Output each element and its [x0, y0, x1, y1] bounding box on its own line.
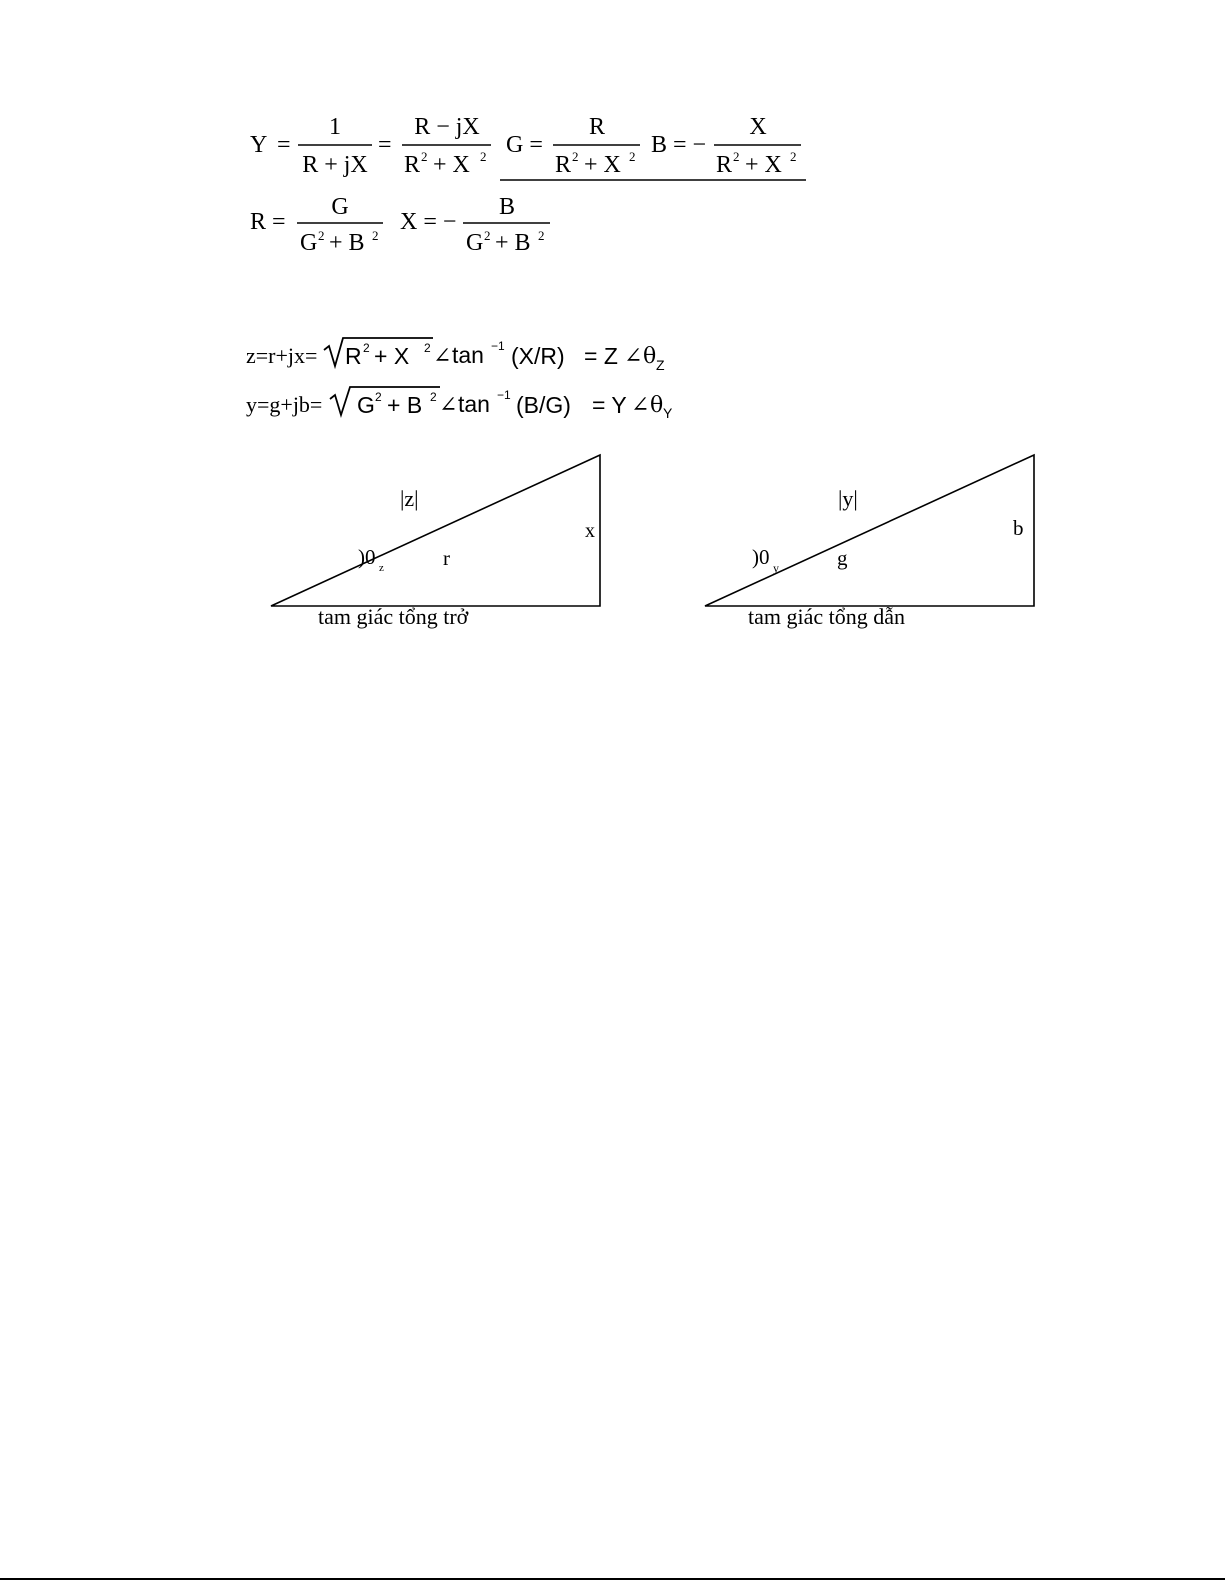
- angle-subscript: y: [773, 561, 779, 575]
- opposite-label: b: [1013, 516, 1024, 540]
- svg-text:Y: Y: [663, 405, 673, 421]
- fraction-4-denominator: [716, 149, 797, 178]
- adjacent-label: r: [443, 546, 450, 570]
- svg-text:y=g+jb=: y=g+jb=: [246, 392, 323, 417]
- svg-text:−1: −1: [491, 339, 505, 353]
- triangle-outline: [271, 455, 600, 606]
- fraction-2-denominator: [404, 149, 487, 178]
- impedance-polar-equation: [246, 338, 665, 373]
- svg-text:+ B: + B: [495, 230, 531, 256]
- admittance-line-1: [250, 114, 806, 180]
- adjacent-label: g: [837, 546, 848, 570]
- impedance-triangle: [271, 455, 600, 629]
- svg-text:∠: ∠: [631, 393, 650, 418]
- svg-text:R: R: [345, 343, 362, 369]
- svg-text:R: R: [555, 152, 572, 178]
- admittance-line-2: [250, 194, 550, 256]
- svg-text:2: 2: [480, 149, 487, 164]
- svg-text:R: R: [404, 152, 421, 178]
- svg-text:2: 2: [363, 341, 370, 355]
- svg-text:tan: tan: [458, 391, 490, 417]
- svg-text:(B/G): (B/G): [516, 392, 571, 418]
- svg-text:2: 2: [421, 149, 428, 164]
- svg-text:+ X: + X: [745, 152, 782, 178]
- equals-sign: =: [277, 132, 291, 158]
- svg-text:R: R: [716, 152, 733, 178]
- fraction-1-denominator: R + jX: [302, 152, 368, 178]
- svg-text:2: 2: [318, 228, 325, 243]
- svg-text:2: 2: [484, 228, 491, 243]
- angle-label: )0: [752, 545, 770, 569]
- R-equation-lhs: R =: [250, 209, 286, 235]
- svg-text:G: G: [357, 392, 375, 418]
- fraction-6-numerator: B: [498, 194, 516, 220]
- equals-sign: =: [378, 132, 392, 158]
- svg-text:+ B: + B: [387, 392, 423, 418]
- admittance-triangle: [705, 455, 1034, 629]
- hypotenuse-label: |z|: [400, 486, 419, 511]
- page-bottom-rule: [0, 1578, 1225, 1580]
- triangle-caption: tam giác tổng dẫn: [748, 604, 906, 629]
- svg-text:−1: −1: [497, 388, 511, 402]
- fraction-6-denominator: [466, 228, 545, 256]
- svg-text:+ X: + X: [433, 152, 470, 178]
- svg-text:2: 2: [424, 341, 431, 355]
- svg-text:2: 2: [790, 149, 797, 164]
- svg-text:+ B: + B: [329, 230, 365, 256]
- svg-text:2: 2: [375, 390, 382, 404]
- hypotenuse-label: |y|: [838, 486, 858, 511]
- svg-text:+ X: + X: [374, 343, 410, 369]
- angle-label: )0: [358, 545, 376, 569]
- square-root-sign: [330, 387, 440, 415]
- fraction-4-numerator: X: [749, 114, 767, 140]
- svg-text:2: 2: [372, 228, 379, 243]
- admittance-polar-equation: [246, 387, 673, 421]
- B-equation-lhs: B = −: [651, 132, 707, 158]
- svg-text:2: 2: [430, 390, 437, 404]
- fraction-1-numerator: 1: [329, 114, 341, 140]
- svg-text:G: G: [300, 230, 318, 256]
- svg-text:2: 2: [538, 228, 545, 243]
- triangle-caption: tam giác tổng trở: [318, 604, 469, 629]
- svg-text:2: 2: [733, 149, 740, 164]
- svg-text:G: G: [466, 230, 484, 256]
- svg-text:∠: ∠: [439, 393, 458, 418]
- svg-text:∠: ∠: [624, 344, 643, 369]
- svg-text:Z: Z: [656, 357, 665, 373]
- X-equation-lhs: X = −: [400, 209, 457, 235]
- svg-text:= Y: = Y: [592, 392, 627, 418]
- fraction-3-denominator: [555, 149, 636, 178]
- angle-subscript: z: [379, 562, 384, 574]
- svg-text:θ: θ: [643, 344, 657, 369]
- G-equation-lhs: G =: [506, 132, 543, 158]
- svg-text:θ: θ: [650, 393, 664, 418]
- fraction-5-denominator: [300, 228, 379, 256]
- svg-text:2: 2: [572, 149, 579, 164]
- svg-text:+ X: + X: [584, 152, 621, 178]
- triangle-outline: [705, 455, 1034, 606]
- svg-text:= Z: = Z: [584, 343, 618, 369]
- svg-text:tan: tan: [452, 342, 484, 368]
- fraction-3-numerator: R: [588, 114, 606, 140]
- svg-text:z=r+jx=: z=r+jx=: [246, 343, 318, 368]
- svg-text:(X/R): (X/R): [511, 343, 565, 369]
- svg-text:2: 2: [629, 149, 636, 164]
- svg-text:∠: ∠: [433, 344, 452, 369]
- fraction-2-numerator: R − jX: [414, 114, 480, 140]
- Y-symbol: Y: [250, 132, 268, 158]
- fraction-5-numerator: G: [331, 194, 349, 220]
- opposite-label: x: [585, 520, 595, 542]
